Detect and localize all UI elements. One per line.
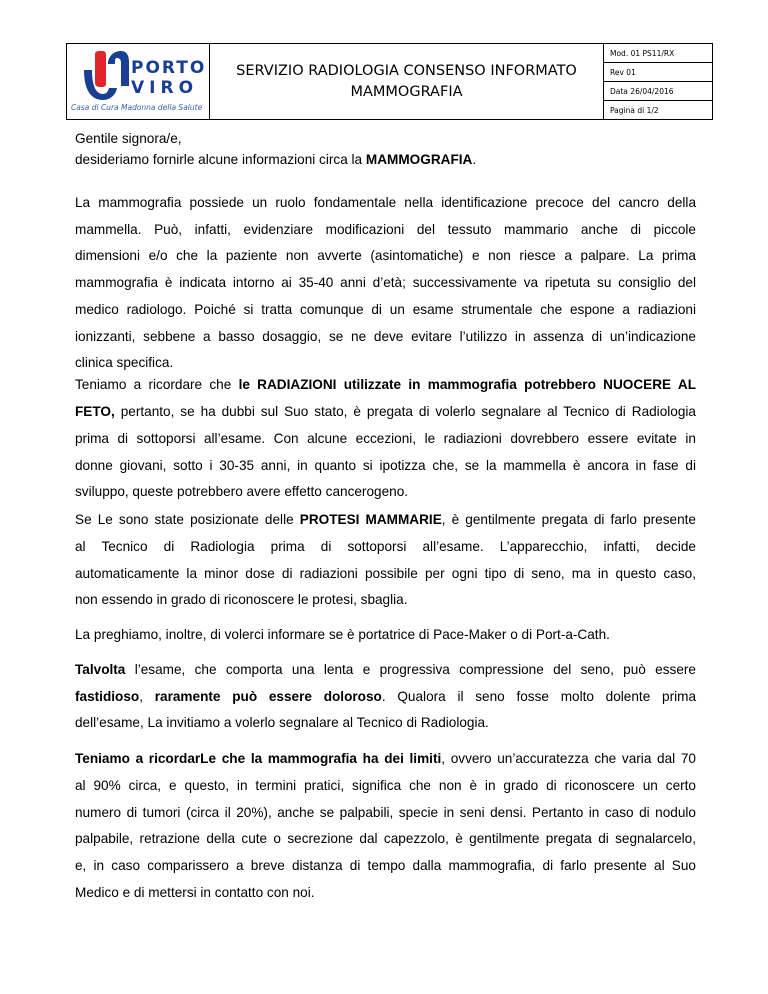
intro-line: desideriamo fornirle alcune informazioni circa la MAMMOGRAFIA.: [75, 152, 477, 167]
module-code: Mod. 01 PS11/RX: [604, 44, 713, 63]
document-title-line2: MAMMOGRAFIA: [350, 83, 463, 100]
paragraph-line: dimensioni e/o che la paziente non avverte (asintomatiche) e non riesce a palpare. La prima: [75, 248, 696, 263]
porto-viro-logo: [71, 48, 207, 114]
logo-tagline: Casa di Cura Madonna della Salute: [71, 103, 203, 112]
paragraph-line: Teniamo a ricordare che le RADIAZIONI utilizzate in mammografia potrebbero NUOCERE AL: [75, 377, 697, 392]
document-header: [66, 43, 713, 120]
logo-mark-icon: [81, 50, 131, 102]
paragraph-line: automaticamente la minor dose di radiazioni possibile per ogni tipo di seno, ma in questo caso,: [75, 566, 696, 581]
paragraph-line: mammografia è indicata intorno ai 35-40 anni d’età; successivamente va ripetuta su consiglio del: [75, 275, 696, 290]
paragraph-line: Medico e di mettersi in contatto con noi.: [75, 885, 315, 900]
paragraph-line: sviluppo, queste potrebbero avere effetto cancerogeno.: [75, 484, 409, 499]
paragraph-line: fastidioso, raramente può essere doloroso. Qualora il seno fosse molto dolente prima: [75, 689, 696, 704]
paragraph-line: prima di sottoporsi all’esame. Con alcune eccezioni, le radiazioni dovrebbero essere evitate in: [75, 431, 696, 446]
page-number: Pagina di 1/2: [604, 101, 713, 120]
paragraph-line: La mammografia possiede un ruolo fondamentale nella identificazione precoce del cancro della: [75, 195, 696, 210]
paragraph-line: medico radiologo. Poiché si tratta comunque di un esame strumentale che espone a radiazioni: [75, 302, 696, 317]
paragraph-line: al Tecnico di Radiologia prima di sottoporsi all’esame. L’apparecchio, infatti, decide: [75, 539, 696, 554]
document-date: Data 26/04/2016: [604, 82, 713, 101]
paragraph-line: mammella. Può, infatti, evidenziare modificazioni del tessuto mammario anche di piccole: [75, 222, 696, 237]
logo-cell: [67, 44, 210, 120]
document-title-line1: SERVIZIO RADIOLOGIA CONSENSO INFORMATO: [236, 62, 577, 79]
paragraph-line: ionizzanti, sebbene a basso dosaggio, se ne deve evitare l’utilizzo in assenza di un’indicazione: [75, 329, 696, 344]
paragraph-line: Talvolta l’esame, che comporta una lenta e progressiva compressione del seno, può essere: [75, 662, 696, 677]
paragraph-line: clinica specifica.: [75, 355, 174, 370]
revision: Rev 01: [604, 63, 713, 82]
paragraph-line: Teniamo a ricordarLe che la mammografia ha dei limiti, ovvero un’accuratezza che varia dal 70: [75, 751, 696, 766]
paragraph-line: palpabile, retrazione della cute o secrezione dal capezzolo, è gentilmente pregata di segnalarcelo,: [75, 831, 696, 846]
logo-brand-top: PORTO: [131, 58, 207, 78]
paragraph-line: La preghiamo, inoltre, di volerci informare se è portatrice di Pace-Maker o di Port-a-Cath.: [75, 627, 610, 642]
intro-bold: MAMMOGRAFIA: [365, 152, 473, 167]
logo-brand-bottom: VIRO: [131, 78, 199, 98]
paragraph-line: al 90% circa, e questo, in termini pratici, significa che non è in grado di riconoscere un certo: [75, 778, 696, 793]
paragraph-line: e, in caso comparissero a breve distanza di tempo dalla mammografia, di farlo presente al Suo: [75, 858, 696, 873]
paragraph-line: dell’esame, La invitiamo a volerlo segnalare al Tecnico di Radiologia.: [75, 715, 489, 730]
paragraph-line: numero di tumori (circa il 20%), anche se palpabili, specie in seni densi. Pertanto in caso di nodulo: [75, 805, 696, 820]
greeting: Gentile signora/e,: [75, 131, 182, 146]
paragraph-line: non essendo in grado di riconoscere le protesi, sbaglia.: [75, 592, 408, 607]
title-cell: [210, 44, 604, 120]
paragraph-line: Se Le sono state posizionate delle PROTESI MAMMARIE, è gentilmente pregata di farlo presente: [75, 512, 696, 527]
paragraph-line: donne giovani, sotto i 30-35 anni, in quanto si ipotizza che, se la mammella è ancora in fase di: [75, 458, 696, 473]
paragraph-line: FETO, pertanto, se ha dubbi sul Suo stato, è pregata di volerlo segnalare al Tecnico di Radiologia: [75, 404, 696, 419]
